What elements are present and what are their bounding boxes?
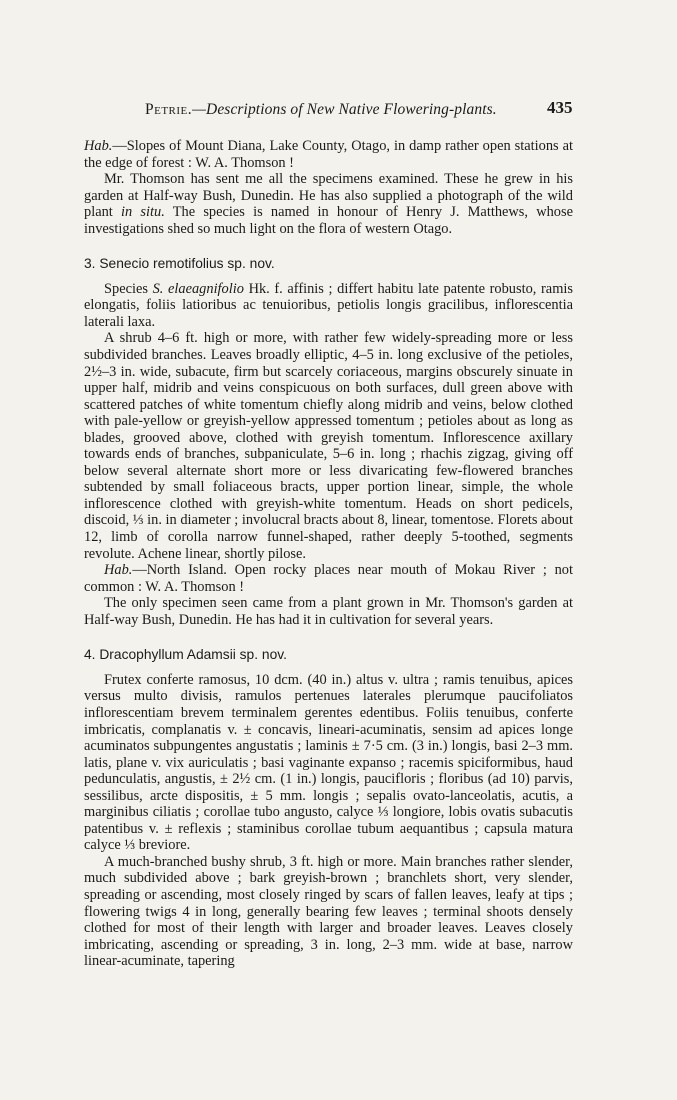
dracophyllum-heading: 4. Dracophyllum Adamsii sp. nov. xyxy=(84,647,287,663)
running-head-title: —Descriptions of New Native Flowering-plants. xyxy=(192,101,497,118)
senecio-latin-a: Species xyxy=(104,280,148,297)
heading-gap xyxy=(84,273,573,281)
habitat-paragraph-senecio xyxy=(84,562,573,595)
section-gap xyxy=(84,237,573,256)
dracophyllum-latin-diagnosis: Frutex conferte ramosus, 10 dcm. (40 in.) altus v. ultra ; ramis tenuibus, apices versus multo divisis, ramulos pertenues laterales plerumque paucifoliatos inflorescentiam brevem terminalem gerentes edentibus. Foliis tenuibus, conferte imbricatis, complanatis v. ± concavis, lineari-acuminatis, sensim ad apices longe acuminatos subpungentes angustatis ; laminis ± 7·5 cm. (3 in.) longis, basi 2–3 mm. latis, plane v. vix auriculatis ; basi vaginante expanso ; racemis spiciformibus, haud pedunculatis, angustis, ± 2½ cm. (1 in.) longis, paucifloris ; floribus (ad 10) parvis, sessilibus, arcte dispositis, ± 5 mm. longis ; sepalis ovato-lanceolatis, acutis, a marginibus ciliatis ; corollae tubo angusto, calyce ⅓ longiore, lobis ovatis subacutis patentibus v. ± reflexis ; staminibus corollae tubum aequantibus ; capsula matura calyce ⅓ breviore. xyxy=(84,671,573,854)
thomson-text: Mr. Thomson has sent me all the specimens examined. These he grew in his garden at Half-way Bush, Dunedin. He has also supplied a photograph of the wild plant xyxy=(84,171,573,221)
heading-gap xyxy=(84,664,573,672)
hab-text: —Slopes of Mount Diana, Lake County, Otago, in damp rather open stations at the edge of forest : W. A. Thomson ! xyxy=(84,138,573,171)
senecio-latin-b: Hk. f. affinis ; differt habitu late patente robusto, ramis elongatis, foliis latioribus ac tenuioribus, petiolis longis gracilibus, inflorescentia laterali laxa. xyxy=(84,280,573,330)
running-head-author: Petrie. xyxy=(145,101,193,118)
hab-label: Hab. xyxy=(104,562,133,579)
page-body xyxy=(84,138,573,970)
habitat-paragraph-matthewsii xyxy=(84,138,573,171)
thomson-paragraph xyxy=(84,171,573,237)
senecio-description: A shrub 4–6 ft. high or more, with rather few widely-spreading more or less subdivided branches. Leaves broadly elliptic, 4–5 in. long exclusive of the petioles, 2½–3 in. wide, subacute, firm but scarcely coriaceous, margins obscurely sinuate in upper half, midrib and veins conspicuous on both surfaces, dull green above with scattered patches of white tomentum chiefly along midrib and veins, below clothed with pale-yellow or greyish-yellow appressed tomentum ; petioles about as long as blades, grooved above, clothed with greyish tomentum. Inflorescence axillary towards ends of branches, subpaniculate, 5–6 in. long ; rhachis zigzag, giving off below several alternate short more or less divaricating few-flowered branches subtended by small foliaceous bracts, upper portion linear, simple, the whole inflorescence clothed with greyish-white tomentum. Heads on short pedicels, discoid, ⅓ in. in diameter ; involucral bracts about 8, linear, tomentose. Florets about 12, limb of corolla narrow funnel-shaped, rather deeply 5-toothed, segments revolute. Achene linear, shortly pilose. xyxy=(84,330,573,562)
running-head xyxy=(145,101,545,119)
senecio-heading: 3. Senecio remotifolius sp. nov. xyxy=(84,256,275,272)
page-number: 435 xyxy=(547,98,573,117)
section-gap xyxy=(84,628,573,647)
hab-text: —North Island. Open rocky places near mouth of Mokau River ; not common : W. A. Thomson ! xyxy=(84,562,573,595)
specimen-paragraph: The only specimen seen came from a plant grown in Mr. Thomson's garden at Half-way Bush, Dunedin. He has had it in cultivation for several years. xyxy=(84,595,573,628)
hab-label: Hab. xyxy=(84,138,113,154)
thomson-text-end: The species is named in honour of Henry J. Matthews, whose investigations shed so much light on the flora of western Otago. xyxy=(84,204,573,237)
senecio-latin-species: S. elaeagnifolio xyxy=(152,280,244,297)
dracophyllum-description: A much-branched bushy shrub, 3 ft. high or more. Main branches rather slender, much subdivided above ; bark greyish-brown ; branchlets short, very slender, spreading or ascending, most closely ringed by scars of fallen leaves, leafy at tips ; flowering twigs 4 in long, generally bearing few leaves ; terminal shoots densely clothed for most of their length with larger and broader leaves. Leaves closely imbricating, ascending or spreading, 3 in. long, 2–3 mm. wide at base, narrow linear-acuminate, tapering xyxy=(84,853,573,970)
senecio-latin-diagnosis xyxy=(84,281,573,331)
in-situ-text: in situ. xyxy=(121,204,165,221)
